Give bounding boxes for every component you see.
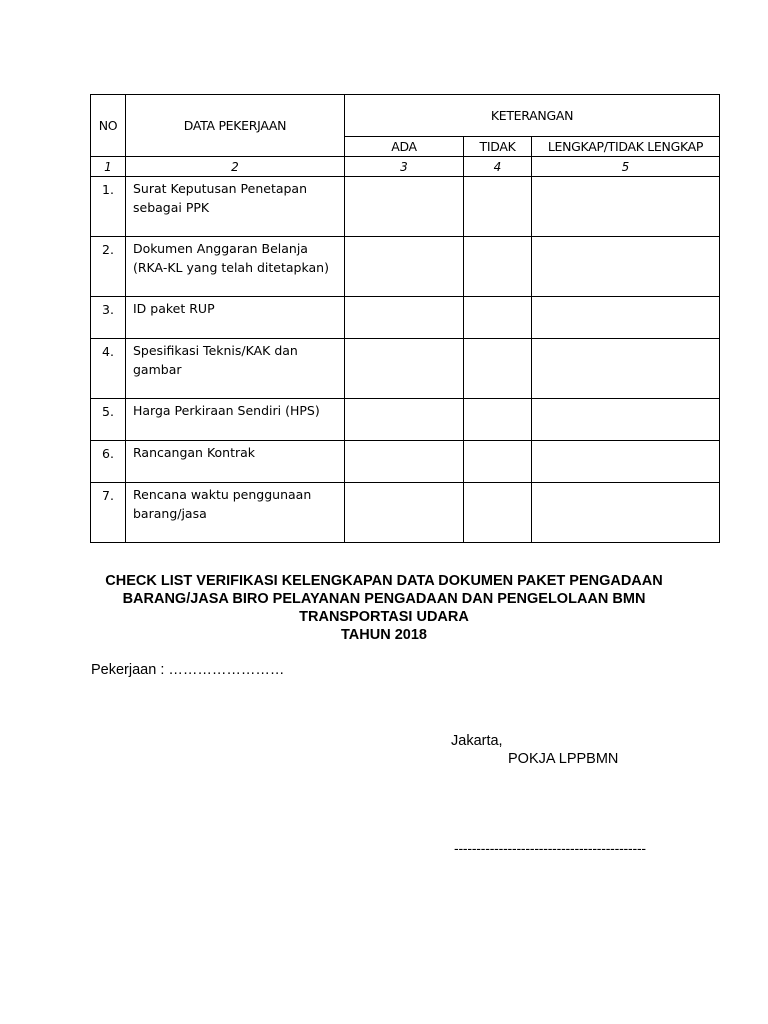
- cell-tidak[interactable]: [464, 237, 532, 297]
- column-number: 4: [464, 157, 532, 177]
- row-number: 7.: [91, 483, 126, 543]
- header-data-pekerjaan: DATA PEKERJAAN: [126, 95, 345, 157]
- header-lengkap: LENGKAP/TIDAK LENGKAP: [532, 137, 720, 157]
- header-keterangan: KETERANGAN: [345, 95, 720, 137]
- column-number: 1: [91, 157, 126, 177]
- title-line: TAHUN 2018: [341, 627, 427, 643]
- row-description: Surat Keputusan Penetapan sebagai PPK: [126, 177, 345, 237]
- header-tidak: TIDAK: [464, 137, 532, 157]
- row-number: 6.: [91, 441, 126, 483]
- title-line: CHECK LIST VERIFIKASI KELENGKAPAN DATA DOKUMEN PAKET PENGADAAN: [105, 573, 663, 589]
- cell-lengkap[interactable]: [532, 399, 720, 441]
- table-row: [91, 441, 720, 483]
- column-number-row: [91, 157, 720, 177]
- table-row: [91, 177, 720, 237]
- column-number: 2: [126, 157, 345, 177]
- table-row: [91, 237, 720, 297]
- row-number: 3.: [91, 297, 126, 339]
- row-number: 1.: [91, 177, 126, 237]
- header-ada: ADA: [345, 137, 464, 157]
- cell-lengkap[interactable]: [532, 297, 720, 339]
- row-number: 2.: [91, 237, 126, 297]
- cell-tidak[interactable]: [464, 177, 532, 237]
- cell-ada[interactable]: [345, 297, 464, 339]
- checklist-table: [90, 94, 720, 543]
- cell-lengkap[interactable]: [532, 339, 720, 399]
- cell-ada[interactable]: [345, 237, 464, 297]
- title-line: BARANG/JASA BIRO PELAYANAN PENGADAAN DAN PENGELOLAAN BMN: [122, 591, 646, 607]
- cell-lengkap[interactable]: [532, 441, 720, 483]
- row-description: Rancangan Kontrak: [126, 441, 345, 483]
- table-row: [91, 297, 720, 339]
- table-row: [91, 483, 720, 543]
- cell-ada[interactable]: [345, 339, 464, 399]
- cell-tidak[interactable]: [464, 483, 532, 543]
- cell-ada[interactable]: [345, 177, 464, 237]
- cell-tidak[interactable]: [464, 399, 532, 441]
- row-description: ID paket RUP: [126, 297, 345, 339]
- row-number: 4.: [91, 339, 126, 399]
- column-number: 3: [345, 157, 464, 177]
- table-row: [91, 399, 720, 441]
- cell-ada[interactable]: [345, 441, 464, 483]
- signature-city: Jakarta,: [451, 733, 503, 749]
- document-title: [40, 572, 728, 644]
- row-description: Rencana waktu penggunaan barang/jasa: [126, 483, 345, 543]
- table-row: [91, 339, 720, 399]
- cell-tidak[interactable]: [464, 297, 532, 339]
- row-number: 5.: [91, 399, 126, 441]
- row-description: Harga Perkiraan Sendiri (HPS): [126, 399, 345, 441]
- cell-lengkap[interactable]: [532, 483, 720, 543]
- cell-tidak[interactable]: [464, 441, 532, 483]
- signature-line: -------------------------------------------: [454, 840, 646, 856]
- pekerjaan-field: Pekerjaan : ……………………: [91, 662, 285, 678]
- cell-lengkap[interactable]: [532, 177, 720, 237]
- row-description: Dokumen Anggaran Belanja (RKA-KL yang telah ditetapkan): [126, 237, 345, 297]
- cell-ada[interactable]: [345, 399, 464, 441]
- signature-org: POKJA LPPBMN: [508, 751, 619, 767]
- header-no: NO: [91, 95, 126, 157]
- cell-tidak[interactable]: [464, 339, 532, 399]
- cell-ada[interactable]: [345, 483, 464, 543]
- row-description: Spesifikasi Teknis/KAK dan gambar: [126, 339, 345, 399]
- column-number: 5: [532, 157, 720, 177]
- title-line: TRANSPORTASI UDARA: [299, 609, 469, 625]
- cell-lengkap[interactable]: [532, 237, 720, 297]
